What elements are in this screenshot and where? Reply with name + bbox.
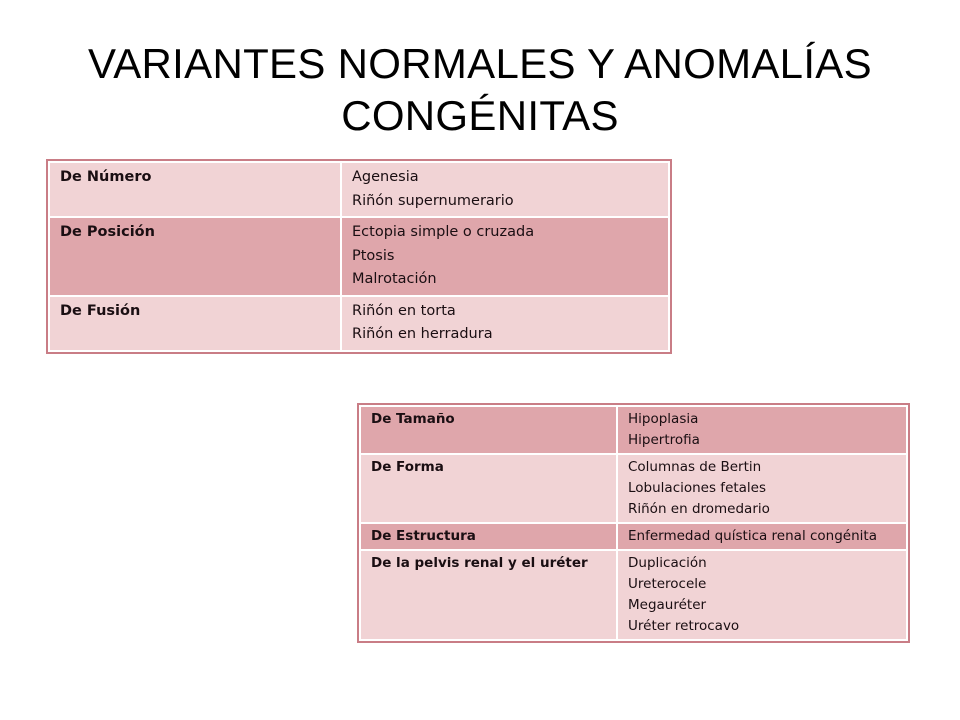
items-cell [617,523,907,550]
slide-title: VARIANTES NORMALES Y ANOMALÍAS CONGÉNITAS [88,40,872,139]
category-cell: De Forma [360,454,617,523]
list-item: Malrotación [352,271,437,287]
list-item: Megauréter [628,597,707,613]
items-cell [341,296,669,351]
category-cell: De Tamaño [360,406,617,454]
list-item: Enfermedad quística renal congénita [628,528,877,544]
list-item: Riñón en dromedario [628,501,770,517]
items-cell [617,550,907,640]
category-cell: De Estructura [360,523,617,550]
list-item: Agenesia [352,169,419,185]
table-row [360,550,907,640]
list-item: Riñón en torta [352,302,456,319]
category-cell: De Fusión [49,296,341,351]
anomalies-table-bottom [359,405,908,641]
list-item: Ureterocele [628,576,707,592]
list-item: Riñón en herradura [352,326,493,342]
category-cell: De Número [49,162,341,217]
table-row [360,406,907,454]
anomalies-table-top [48,161,670,352]
list-item: Columnas de Bertin [628,459,762,475]
list-item: Uréter retrocavo [628,618,740,634]
items-cell [617,454,907,523]
category-cell: De la pelvis renal y el uréter [360,550,617,640]
items-cell [617,406,907,454]
list-item: Hipertrofia [628,432,700,448]
items-cell [341,162,669,217]
list-item: Ptosis [352,247,395,264]
items-cell [341,217,669,296]
list-item: Riñón supernumerario [352,192,514,209]
table-row [49,162,669,217]
table-row [360,523,907,550]
table-row [360,454,907,523]
list-item: Lobulaciones fetales [628,480,767,496]
table-row [49,217,669,296]
category-cell: De Posición [49,217,341,296]
list-item: Ectopia simple o cruzada [352,224,535,240]
list-item: Duplicación [628,555,707,571]
list-item: Hipoplasia [628,411,699,427]
table-row [49,296,669,351]
